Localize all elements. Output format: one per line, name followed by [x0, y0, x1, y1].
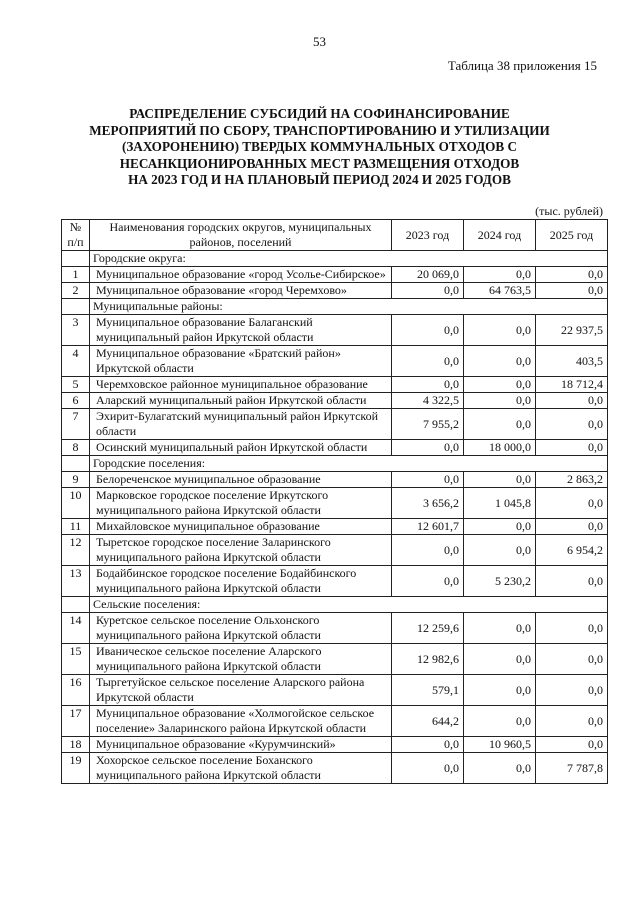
title-line: МЕРОПРИЯТИЙ ПО СБОРУ, ТРАНСПОРТИРОВАНИЮ И УТИЛИЗАЦИИ — [89, 122, 550, 138]
value-2025: 0,0 — [536, 644, 608, 675]
value-2024: 0,0 — [464, 644, 536, 675]
title-line: НА 2023 ГОД И НА ПЛАНОВЫЙ ПЕРИОД 2024 И 2025 ГОДОВ — [128, 172, 511, 187]
value-2025: 0,0 — [536, 488, 608, 519]
value-2025: 0,0 — [536, 737, 608, 753]
row-name: Бодайбинское городское поселение Бодайбинского муниципального района Иркутской области — [90, 566, 392, 597]
value-2023: 0,0 — [392, 753, 464, 784]
header-name: Наименования городских округов, муниципальных районов, поселений — [90, 220, 392, 251]
row-name: Муниципальное образование «город Черемхово» — [90, 283, 392, 299]
table-row — [62, 519, 608, 535]
section-label: Сельские поселения: — [90, 597, 608, 613]
row-number: 3 — [62, 315, 90, 346]
row-name: Муниципальное образование «Холмогойское сельское поселение» Заларинского района Иркутской области — [90, 706, 392, 737]
table-row — [62, 283, 608, 299]
value-2024: 0,0 — [464, 535, 536, 566]
table-row — [62, 488, 608, 519]
row-number: 2 — [62, 283, 90, 299]
section-no-cell — [62, 299, 90, 315]
row-name: Михайловское муниципальное образование — [90, 519, 392, 535]
row-number: 5 — [62, 377, 90, 393]
table-row — [62, 267, 608, 283]
section-no-cell — [62, 597, 90, 613]
value-2023: 12 601,7 — [392, 519, 464, 535]
value-2023: 0,0 — [392, 283, 464, 299]
title-line: (ЗАХОРОНЕНИЮ) ТВЕРДЫХ КОММУНАЛЬНЫХ ОТХОДОВ С — [121, 139, 518, 154]
title-line: РАСПРЕДЕЛЕНИЕ СУБСИДИЙ НА СОФИНАНСИРОВАНИЕ — [129, 106, 510, 121]
value-2025: 7 787,8 — [536, 753, 608, 784]
value-2025: 0,0 — [536, 675, 608, 706]
value-2025: 18 712,4 — [536, 377, 608, 393]
value-2023: 0,0 — [392, 315, 464, 346]
value-2025: 403,5 — [536, 346, 608, 377]
value-2024: 18 000,0 — [464, 440, 536, 456]
table-row — [62, 472, 608, 488]
value-2025: 0,0 — [536, 409, 608, 440]
value-2023: 4 322,5 — [392, 393, 464, 409]
value-2023: 0,0 — [392, 535, 464, 566]
row-number: 13 — [62, 566, 90, 597]
value-2023: 0,0 — [392, 377, 464, 393]
row-number: 15 — [62, 644, 90, 675]
value-2024: 0,0 — [464, 753, 536, 784]
table-row — [62, 377, 608, 393]
units-label: (тыс. рублей) — [535, 204, 603, 218]
value-2023: 0,0 — [392, 737, 464, 753]
value-2024: 5 230,2 — [464, 566, 536, 597]
value-2023: 20 069,0 — [392, 267, 464, 283]
value-2023: 7 955,2 — [392, 409, 464, 440]
header-no: № п/п — [62, 220, 90, 251]
table-row — [62, 315, 608, 346]
table-row — [62, 753, 608, 784]
row-name: Иваническое сельское поселение Аларского муниципального района Иркутской области — [90, 644, 392, 675]
row-number: 16 — [62, 675, 90, 706]
row-name: Аларский муниципальный район Иркутской области — [90, 393, 392, 409]
row-number: 9 — [62, 472, 90, 488]
section-row — [62, 251, 608, 267]
value-2024: 0,0 — [464, 315, 536, 346]
row-name: Тыретское городское поселение Заларинского муниципального района Иркутской области — [90, 535, 392, 566]
value-2025: 0,0 — [536, 440, 608, 456]
section-label: Городские поселения: — [90, 456, 608, 472]
value-2024: 10 960,5 — [464, 737, 536, 753]
section-row — [62, 299, 608, 315]
table-row — [62, 613, 608, 644]
row-name: Муниципальное образование «Братский район» Иркутской области — [90, 346, 392, 377]
value-2024: 0,0 — [464, 393, 536, 409]
value-2025: 0,0 — [536, 283, 608, 299]
section-no-cell — [62, 456, 90, 472]
row-name: Белореченское муниципальное образование — [90, 472, 392, 488]
value-2025: 0,0 — [536, 706, 608, 737]
row-name: Куретское сельское поселение Ольхонского муниципального района Иркутской области — [90, 613, 392, 644]
section-row — [62, 456, 608, 472]
row-name: Хохорское сельское поселение Боханского муниципального района Иркутской области — [90, 753, 392, 784]
row-name: Муниципальное образование «город Усолье-Сибирское» — [90, 267, 392, 283]
header-2024: 2024 год — [464, 220, 536, 251]
row-name: Муниципальное образование Балаганский муниципальный район Иркутской области — [90, 315, 392, 346]
row-number: 10 — [62, 488, 90, 519]
section-label: Городские округа: — [90, 251, 608, 267]
section-label: Муниципальные районы: — [90, 299, 608, 315]
table-row — [62, 393, 608, 409]
value-2024: 0,0 — [464, 472, 536, 488]
value-2023: 12 982,6 — [392, 644, 464, 675]
table-row — [62, 706, 608, 737]
value-2024: 0,0 — [464, 346, 536, 377]
table-row — [62, 644, 608, 675]
row-number: 4 — [62, 346, 90, 377]
row-number: 11 — [62, 519, 90, 535]
table-reference: Таблица 38 приложения 15 — [447, 58, 597, 73]
value-2024: 64 763,5 — [464, 283, 536, 299]
table-row — [62, 409, 608, 440]
value-2023: 0,0 — [392, 346, 464, 377]
value-2025: 0,0 — [536, 519, 608, 535]
row-number: 8 — [62, 440, 90, 456]
value-2025: 0,0 — [536, 566, 608, 597]
subsidy-table — [61, 219, 608, 784]
table-row — [62, 346, 608, 377]
row-number: 12 — [62, 535, 90, 566]
row-name: Черемховское районное муниципальное образование — [90, 377, 392, 393]
header-2025: 2025 год — [536, 220, 608, 251]
value-2024: 0,0 — [464, 519, 536, 535]
value-2023: 12 259,6 — [392, 613, 464, 644]
value-2024: 0,0 — [464, 377, 536, 393]
table-header-row — [62, 220, 608, 251]
value-2024: 0,0 — [464, 706, 536, 737]
table-body — [62, 251, 608, 784]
value-2025: 2 863,2 — [536, 472, 608, 488]
value-2023: 3 656,2 — [392, 488, 464, 519]
table-row — [62, 737, 608, 753]
value-2024: 0,0 — [464, 613, 536, 644]
section-row — [62, 597, 608, 613]
document-title — [40, 106, 599, 189]
row-name: Осинский муниципальный район Иркутской области — [90, 440, 392, 456]
value-2025: 0,0 — [536, 267, 608, 283]
row-number: 14 — [62, 613, 90, 644]
row-number: 7 — [62, 409, 90, 440]
row-name: Муниципальное образование «Курумчинский» — [90, 737, 392, 753]
value-2025: 6 954,2 — [536, 535, 608, 566]
title-line: НЕСАНКЦИОНИРОВАННЫХ МЕСТ РАЗМЕЩЕНИЯ ОТХОДОВ — [119, 155, 520, 171]
table-row — [62, 440, 608, 456]
table-row — [62, 566, 608, 597]
row-number: 17 — [62, 706, 90, 737]
value-2025: 0,0 — [536, 393, 608, 409]
value-2025: 22 937,5 — [536, 315, 608, 346]
value-2024: 1 045,8 — [464, 488, 536, 519]
row-number: 1 — [62, 267, 90, 283]
value-2024: 0,0 — [464, 409, 536, 440]
row-number: 6 — [62, 393, 90, 409]
value-2023: 0,0 — [392, 472, 464, 488]
header-2023: 2023 год — [392, 220, 464, 251]
row-name: Эхирит-Булагатский муниципальный район Иркутской области — [90, 409, 392, 440]
value-2025: 0,0 — [536, 613, 608, 644]
value-2024: 0,0 — [464, 675, 536, 706]
page-number: 53 — [313, 34, 326, 49]
value-2024: 0,0 — [464, 267, 536, 283]
value-2023: 644,2 — [392, 706, 464, 737]
row-name: Тыргетуйское сельское поселение Аларского района Иркутской области — [90, 675, 392, 706]
section-no-cell — [62, 251, 90, 267]
value-2023: 0,0 — [392, 440, 464, 456]
value-2023: 0,0 — [392, 566, 464, 597]
row-name: Марковское городское поселение Иркутского муниципального района Иркутской области — [90, 488, 392, 519]
table-row — [62, 535, 608, 566]
row-number: 18 — [62, 737, 90, 753]
row-number: 19 — [62, 753, 90, 784]
value-2023: 579,1 — [392, 675, 464, 706]
table-row — [62, 675, 608, 706]
